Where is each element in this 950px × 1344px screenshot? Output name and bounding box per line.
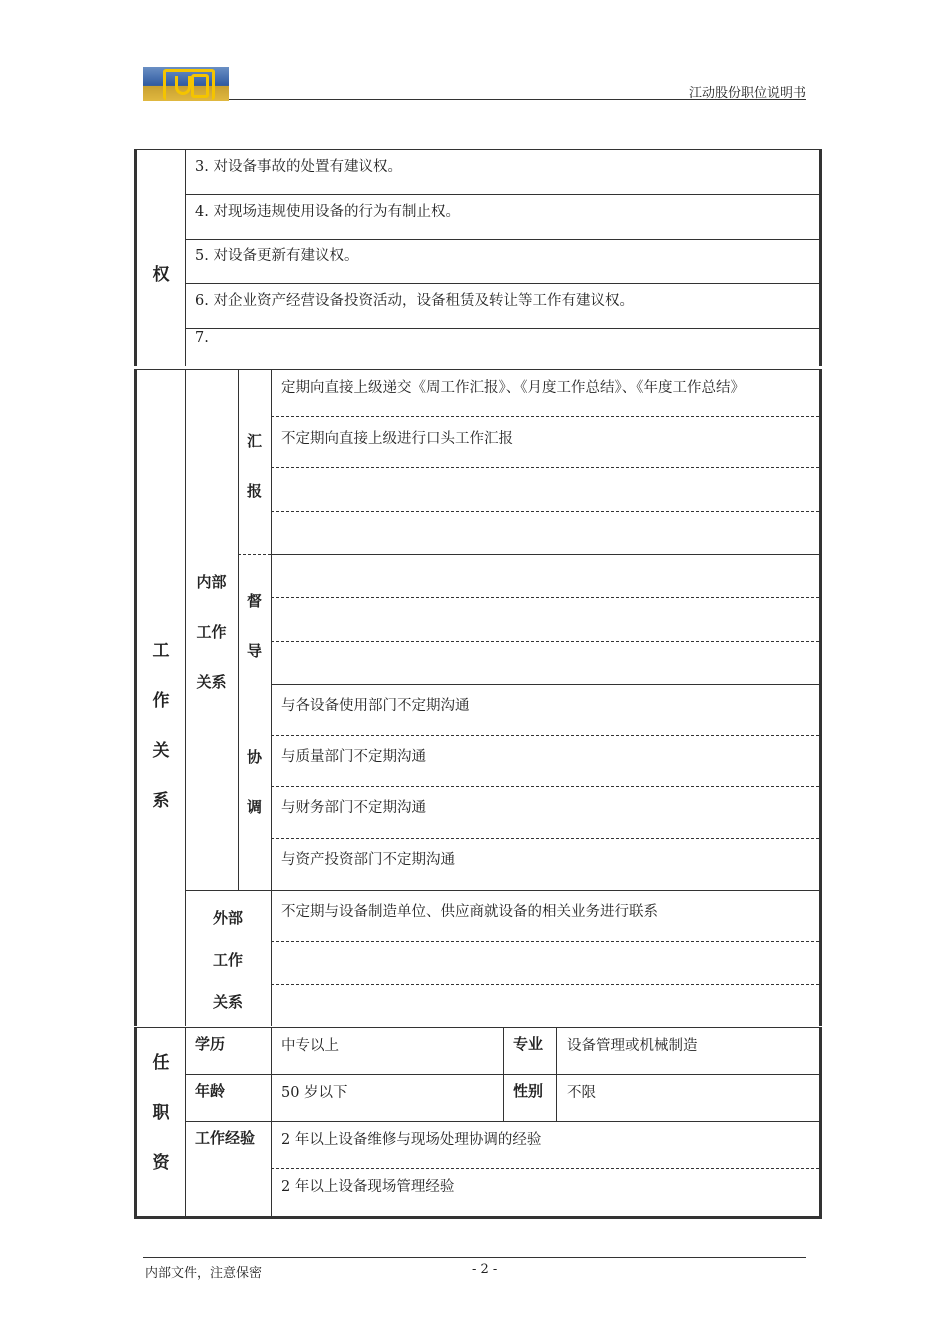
rights-item: 3. 对设备事故的处置有建议权。 [195,159,402,175]
education-value: 中专以上 [281,1038,339,1054]
report-row: 定期向直接上级递交《周工作汇报》、《月度工作总结》、《年度工作总结》 [281,380,745,396]
page-number: - 2 - [472,1262,498,1277]
rights-item: 5. 对设备更新有建议权。 [195,248,359,264]
qualifications-label: 任 职 资 [152,1053,170,1173]
rights-item: 6. 对企业资产经营设备投资活动，设备租赁及转让等工作有建议权。 [195,293,634,309]
relations-section [134,369,822,1026]
header-rule [229,99,806,100]
report-label: 汇 报 [246,432,262,500]
coordinate-row: 与财务部门不定期沟通 [281,800,426,816]
confidential-note: 内部文件，注意保密 [145,1266,263,1281]
coordinate-row: 与质量部门不定期沟通 [281,749,426,765]
footer-rule [143,1257,806,1258]
company-logo [143,67,229,101]
rights-item: 7. [195,330,209,346]
coordinate-label: 协 调 [246,748,262,816]
education-label: 学历 [195,1035,226,1053]
document-title: 江动股份职位说明书 [688,86,806,101]
qualifications-section [134,1027,822,1219]
gender-value: 不限 [567,1085,596,1101]
relations-label: 工 作 关 系 [152,641,170,811]
rights-item: 4. 对现场违规使用设备的行为有制止权。 [195,204,460,220]
rights-section [134,149,822,366]
gender-label: 性别 [513,1082,544,1100]
experience-row: 2 年以上设备维修与现场处理协调的经验 [281,1132,542,1148]
external-row: 不定期与设备制造单位、供应商就设备的相关业务进行联系 [281,904,658,920]
major-value: 设备管理或机械制造 [567,1038,698,1054]
internal-relations-label: 内部 工作 关系 [196,573,227,691]
report-row: 不定期向直接上级进行口头工作汇报 [281,431,513,447]
experience-row: 2 年以上设备现场管理经验 [281,1179,455,1195]
age-label: 年龄 [195,1082,226,1100]
coordinate-row: 与资产投资部门不定期沟通 [281,852,455,868]
external-relations-label: 外部 工作 关系 [212,909,243,1011]
coordinate-row: 与各设备使用部门不定期沟通 [281,698,470,714]
experience-label: 工作经验 [195,1129,256,1147]
major-label: 专业 [513,1035,544,1053]
age-value: 50 岁以下 [281,1085,348,1101]
rights-label: 权 [152,265,170,285]
supervise-label: 督 导 [246,592,262,660]
